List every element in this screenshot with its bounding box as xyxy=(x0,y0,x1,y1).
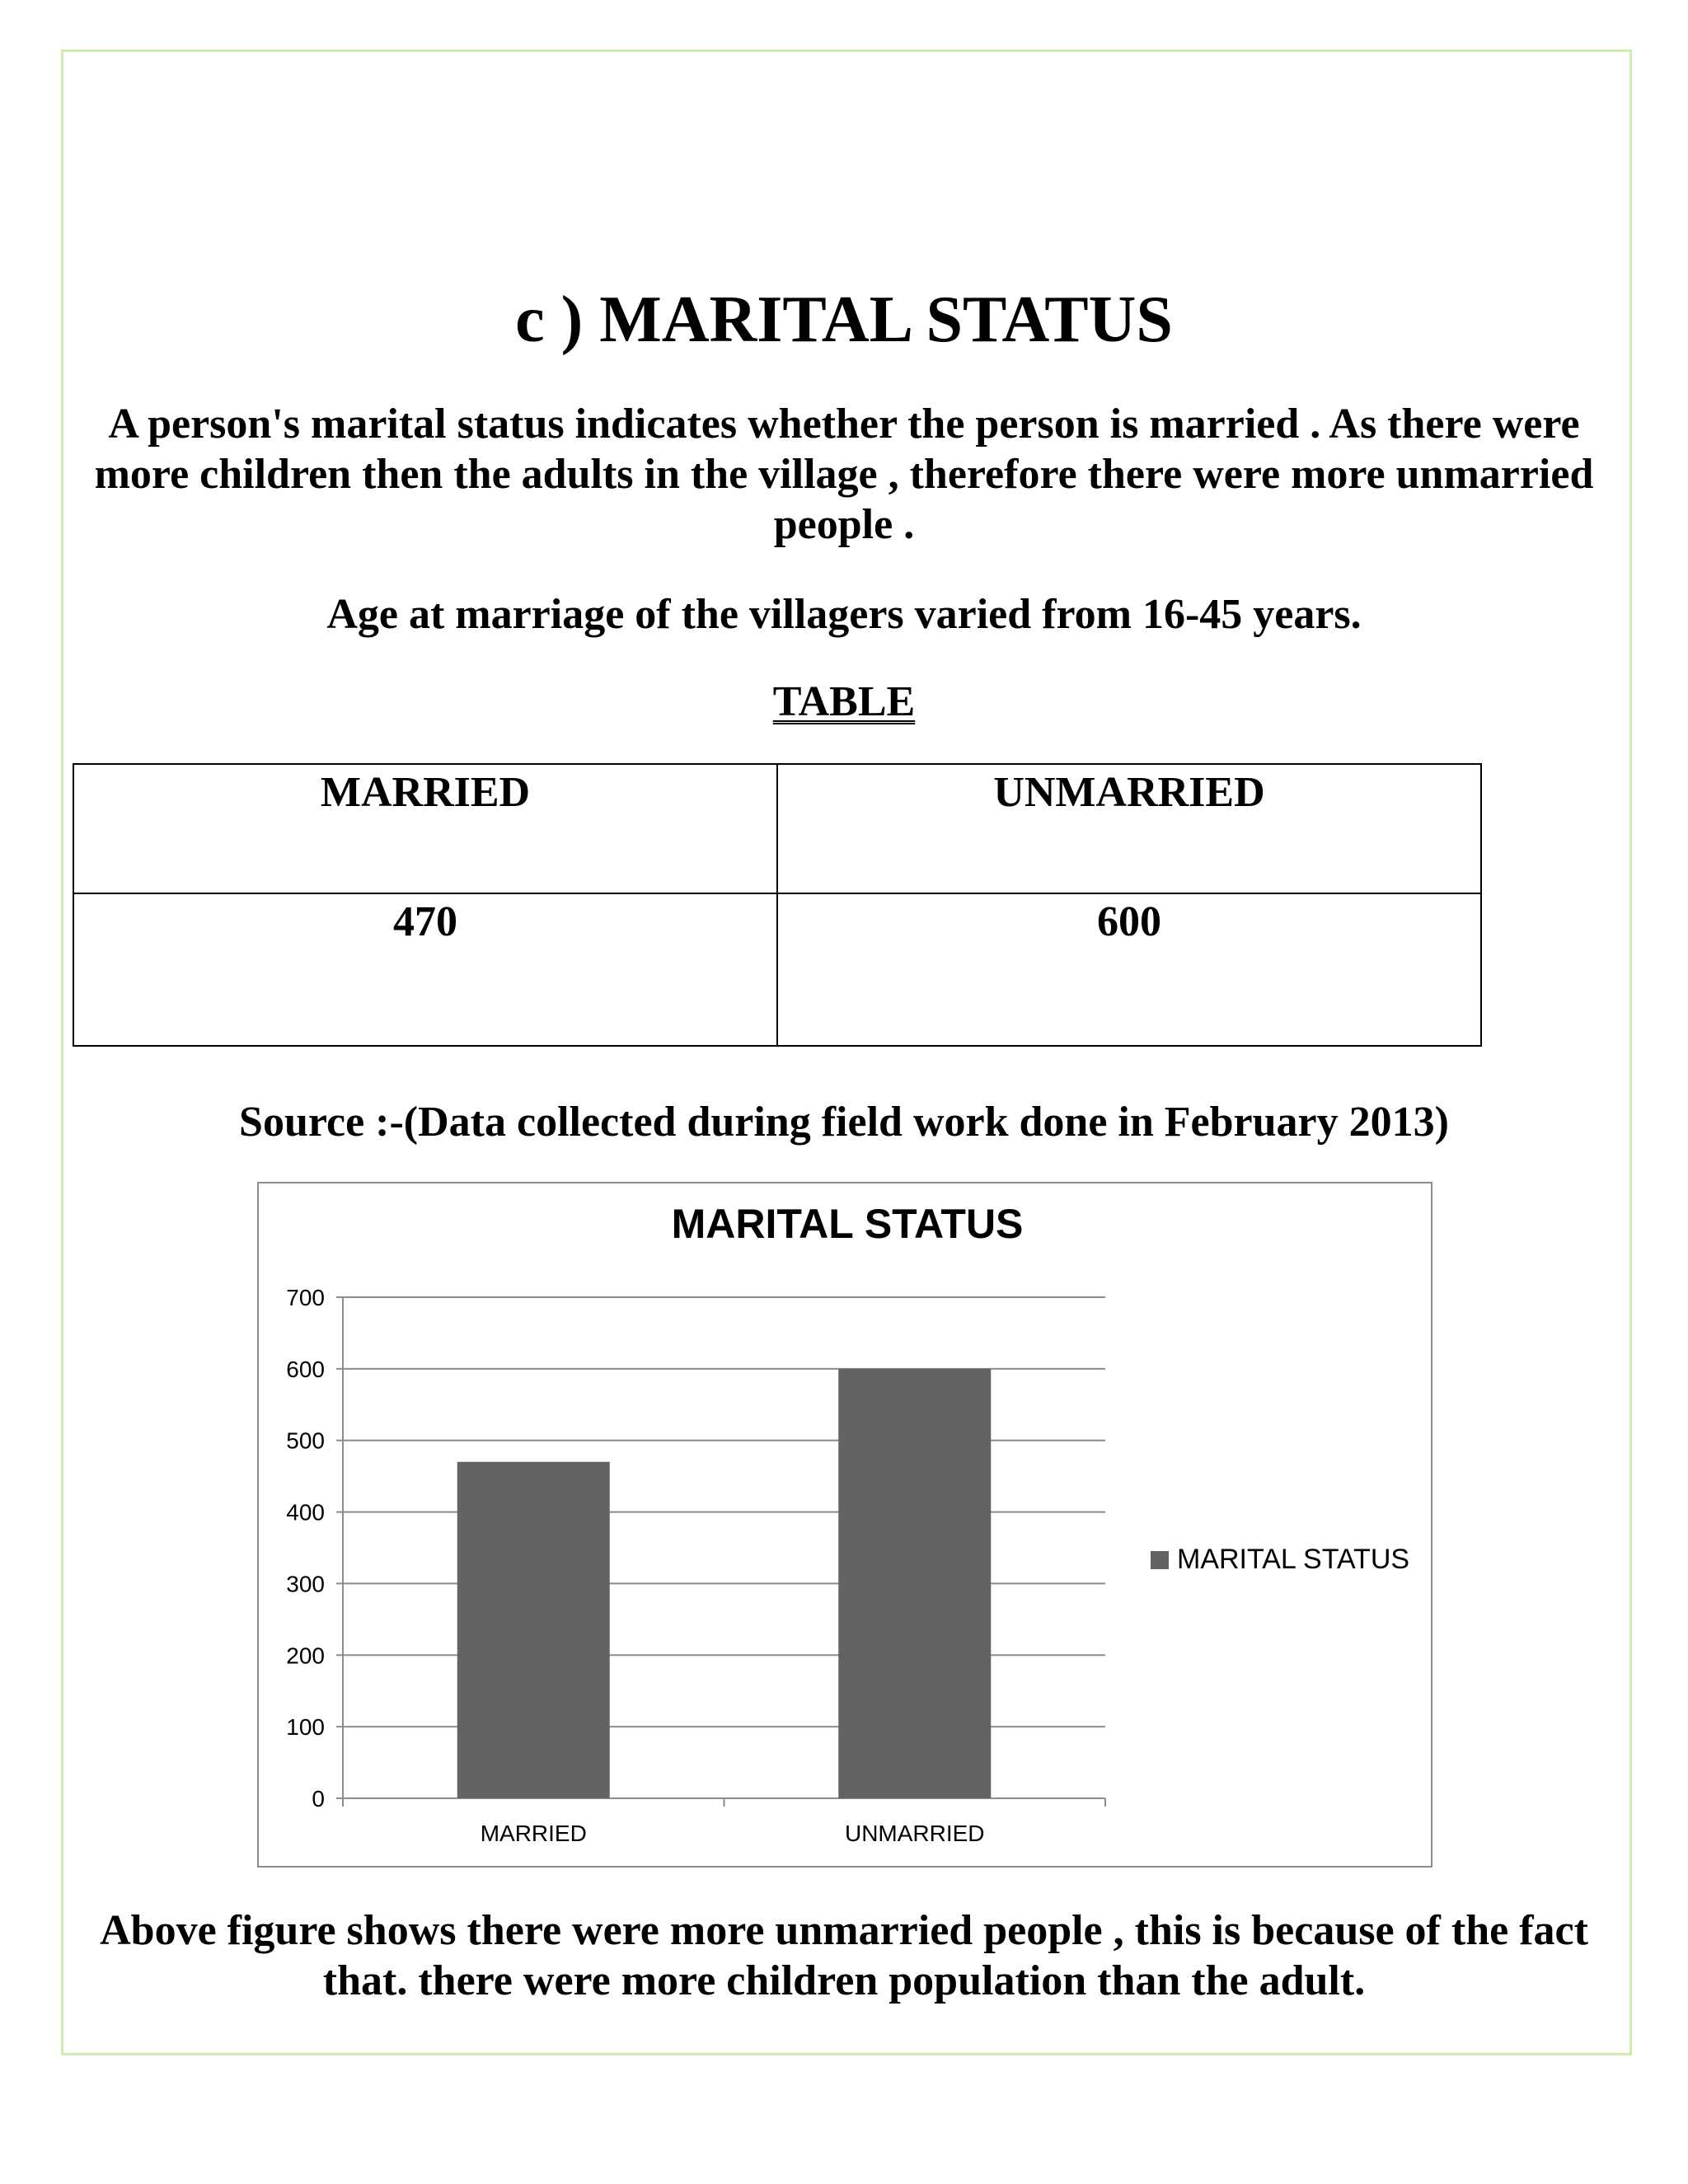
y-tick-label: 700 xyxy=(286,1285,325,1310)
conclusion-paragraph: Above figure shows there were more unmarried people , this is because of the fact that. there were more children population than the adult. xyxy=(100,1907,1588,2004)
x-tick-label: UNMARRIED xyxy=(844,1821,985,1846)
bar-married xyxy=(457,1462,610,1798)
marital-status-chart xyxy=(257,1182,1432,1868)
chart-title: MARITAL STATUS xyxy=(671,1201,1024,1247)
chart-legend xyxy=(1151,1544,1409,1575)
legend-label: MARITAL STATUS xyxy=(1177,1544,1410,1575)
y-tick-label: 500 xyxy=(286,1427,325,1454)
table-value-unmarried: 600 xyxy=(777,893,1481,1046)
legend-swatch xyxy=(1151,1551,1169,1569)
age-note: Age at marriage of the villagers varied from 16-45 years. xyxy=(326,591,1362,638)
chart-svg xyxy=(259,1183,1434,1869)
y-tick-label: 0 xyxy=(312,1786,325,1811)
y-tick-label: 100 xyxy=(286,1714,325,1741)
table-header-unmarried: UNMARRIED xyxy=(777,764,1481,893)
table-heading: TABLE xyxy=(772,678,916,725)
y-tick-label: 600 xyxy=(286,1356,325,1382)
table-header-row xyxy=(73,764,1481,893)
y-tick-label: 200 xyxy=(286,1643,325,1669)
page-title: c ) MARITAL STATUS xyxy=(515,284,1173,356)
y-tick-label: 300 xyxy=(286,1571,325,1597)
table-header-married: MARRIED xyxy=(73,764,777,893)
source-note: Source :-(Data collected during field work done in February 2013) xyxy=(239,1099,1449,1146)
table-value-married: 470 xyxy=(73,893,777,1046)
bar-unmarried xyxy=(838,1369,991,1798)
intro-paragraph: A person's marital status indicates whether the person is married . As there were more children then the adults in the village , therefore there were more unmarried people . xyxy=(94,401,1594,548)
x-tick-label: MARRIED xyxy=(480,1821,587,1846)
marital-status-table xyxy=(73,763,1482,1047)
table-value-row xyxy=(73,893,1481,1046)
y-tick-label: 400 xyxy=(286,1499,325,1526)
